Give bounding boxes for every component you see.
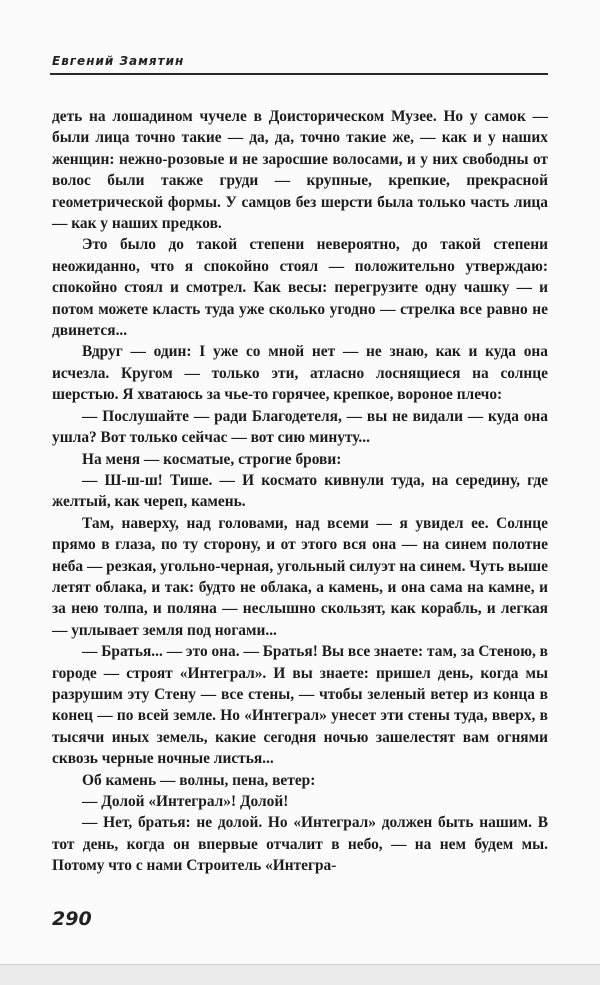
- paragraph: деть на лошадином чучеле в Доисторическом Музее. Но у самок — были лица точно такие — да, да, точно такие же, — как и у наших женщин: нежно-розовые и не заросшие волосами, и у них свободны от волос были также груди — крупные, крепкие, прекрасной геометрической формы. У самцов без шерсти была только часть лица — как у наших предков.: [52, 108, 548, 233]
- bottom-strip: [0, 964, 600, 985]
- paragraph: Это было до такой степени невероятно, до такой степени неожиданно, что я спокойно стоял — положительно утверждаю: спокойно стоял и смотрел. Как весы: перегрузите одну чашку — и потом можете класть туда уже сколько угодно — стрелка все равно не двинется...: [52, 236, 548, 340]
- header-rule: [50, 73, 548, 75]
- paragraph: — Нет, братья: не долой. Но «Интеграл» должен быть нашим. В тот день, когда он впервые отчалит в небо, — на нем будем мы. Потому что с нами Строитель «Интегра-: [52, 814, 548, 875]
- paragraph: — Послушайте — ради Благодетеля, — вы не видали — куда она ушла? Вот только сейчас — вот сию минуту...: [52, 407, 548, 447]
- paragraph: Там, наверху, над головами, над всеми — я увидел ее. Солнце прямо в глаза, по ту сторону, и от этого вся она — на синем полотне неба — резкая, угольно-черная, угольный силуэт на синем. Чуть выше летят облака, и так: будто не облака, а камень, и она сама на камне, и за нею толпа, и поляна — неслышно скользят, как корабль, и легкая — уплывает земля под ногами...: [52, 514, 548, 639]
- paragraph: Вдруг — один: I уже со мной нет — не знаю, как и куда она исчезла. Кругом — только эти, атласно лоснящиеся на солнце шерстью. Я хватаюсь за чье-то горячее, крепкое, вороное плечо:: [52, 343, 548, 404]
- paragraph: Об камень — волны, пена, ветер:: [82, 771, 316, 789]
- paragraph: — Братья... — это она. — Братья! Вы все знаете: там, за Стеною, в городе — строят «Интеграл». И вы знаете: пришел день, когда мы разрушим эту Стену — все стены, — чтобы зеленый ветер из конца в конец — по всей земле. Но «Интеграл» унесет эти стены туда, вверх, в тысячи иных земель, какие сегодня ночью зашелестят вам огнями сквозь черные ночные листья...: [52, 643, 548, 768]
- page-number: 290: [52, 908, 92, 930]
- running-header: Евгений Замятин: [52, 54, 185, 68]
- paragraph: — Долой «Интеграл»! Долой!: [82, 793, 289, 810]
- paragraph: На меня — косматые, строгие брови:: [82, 450, 342, 468]
- paragraph: — Ш-ш-ш! Тише. — И космато кивнули туда, на середину, где желтый, как череп, камень.: [52, 471, 548, 511]
- body-text: [52, 106, 548, 877]
